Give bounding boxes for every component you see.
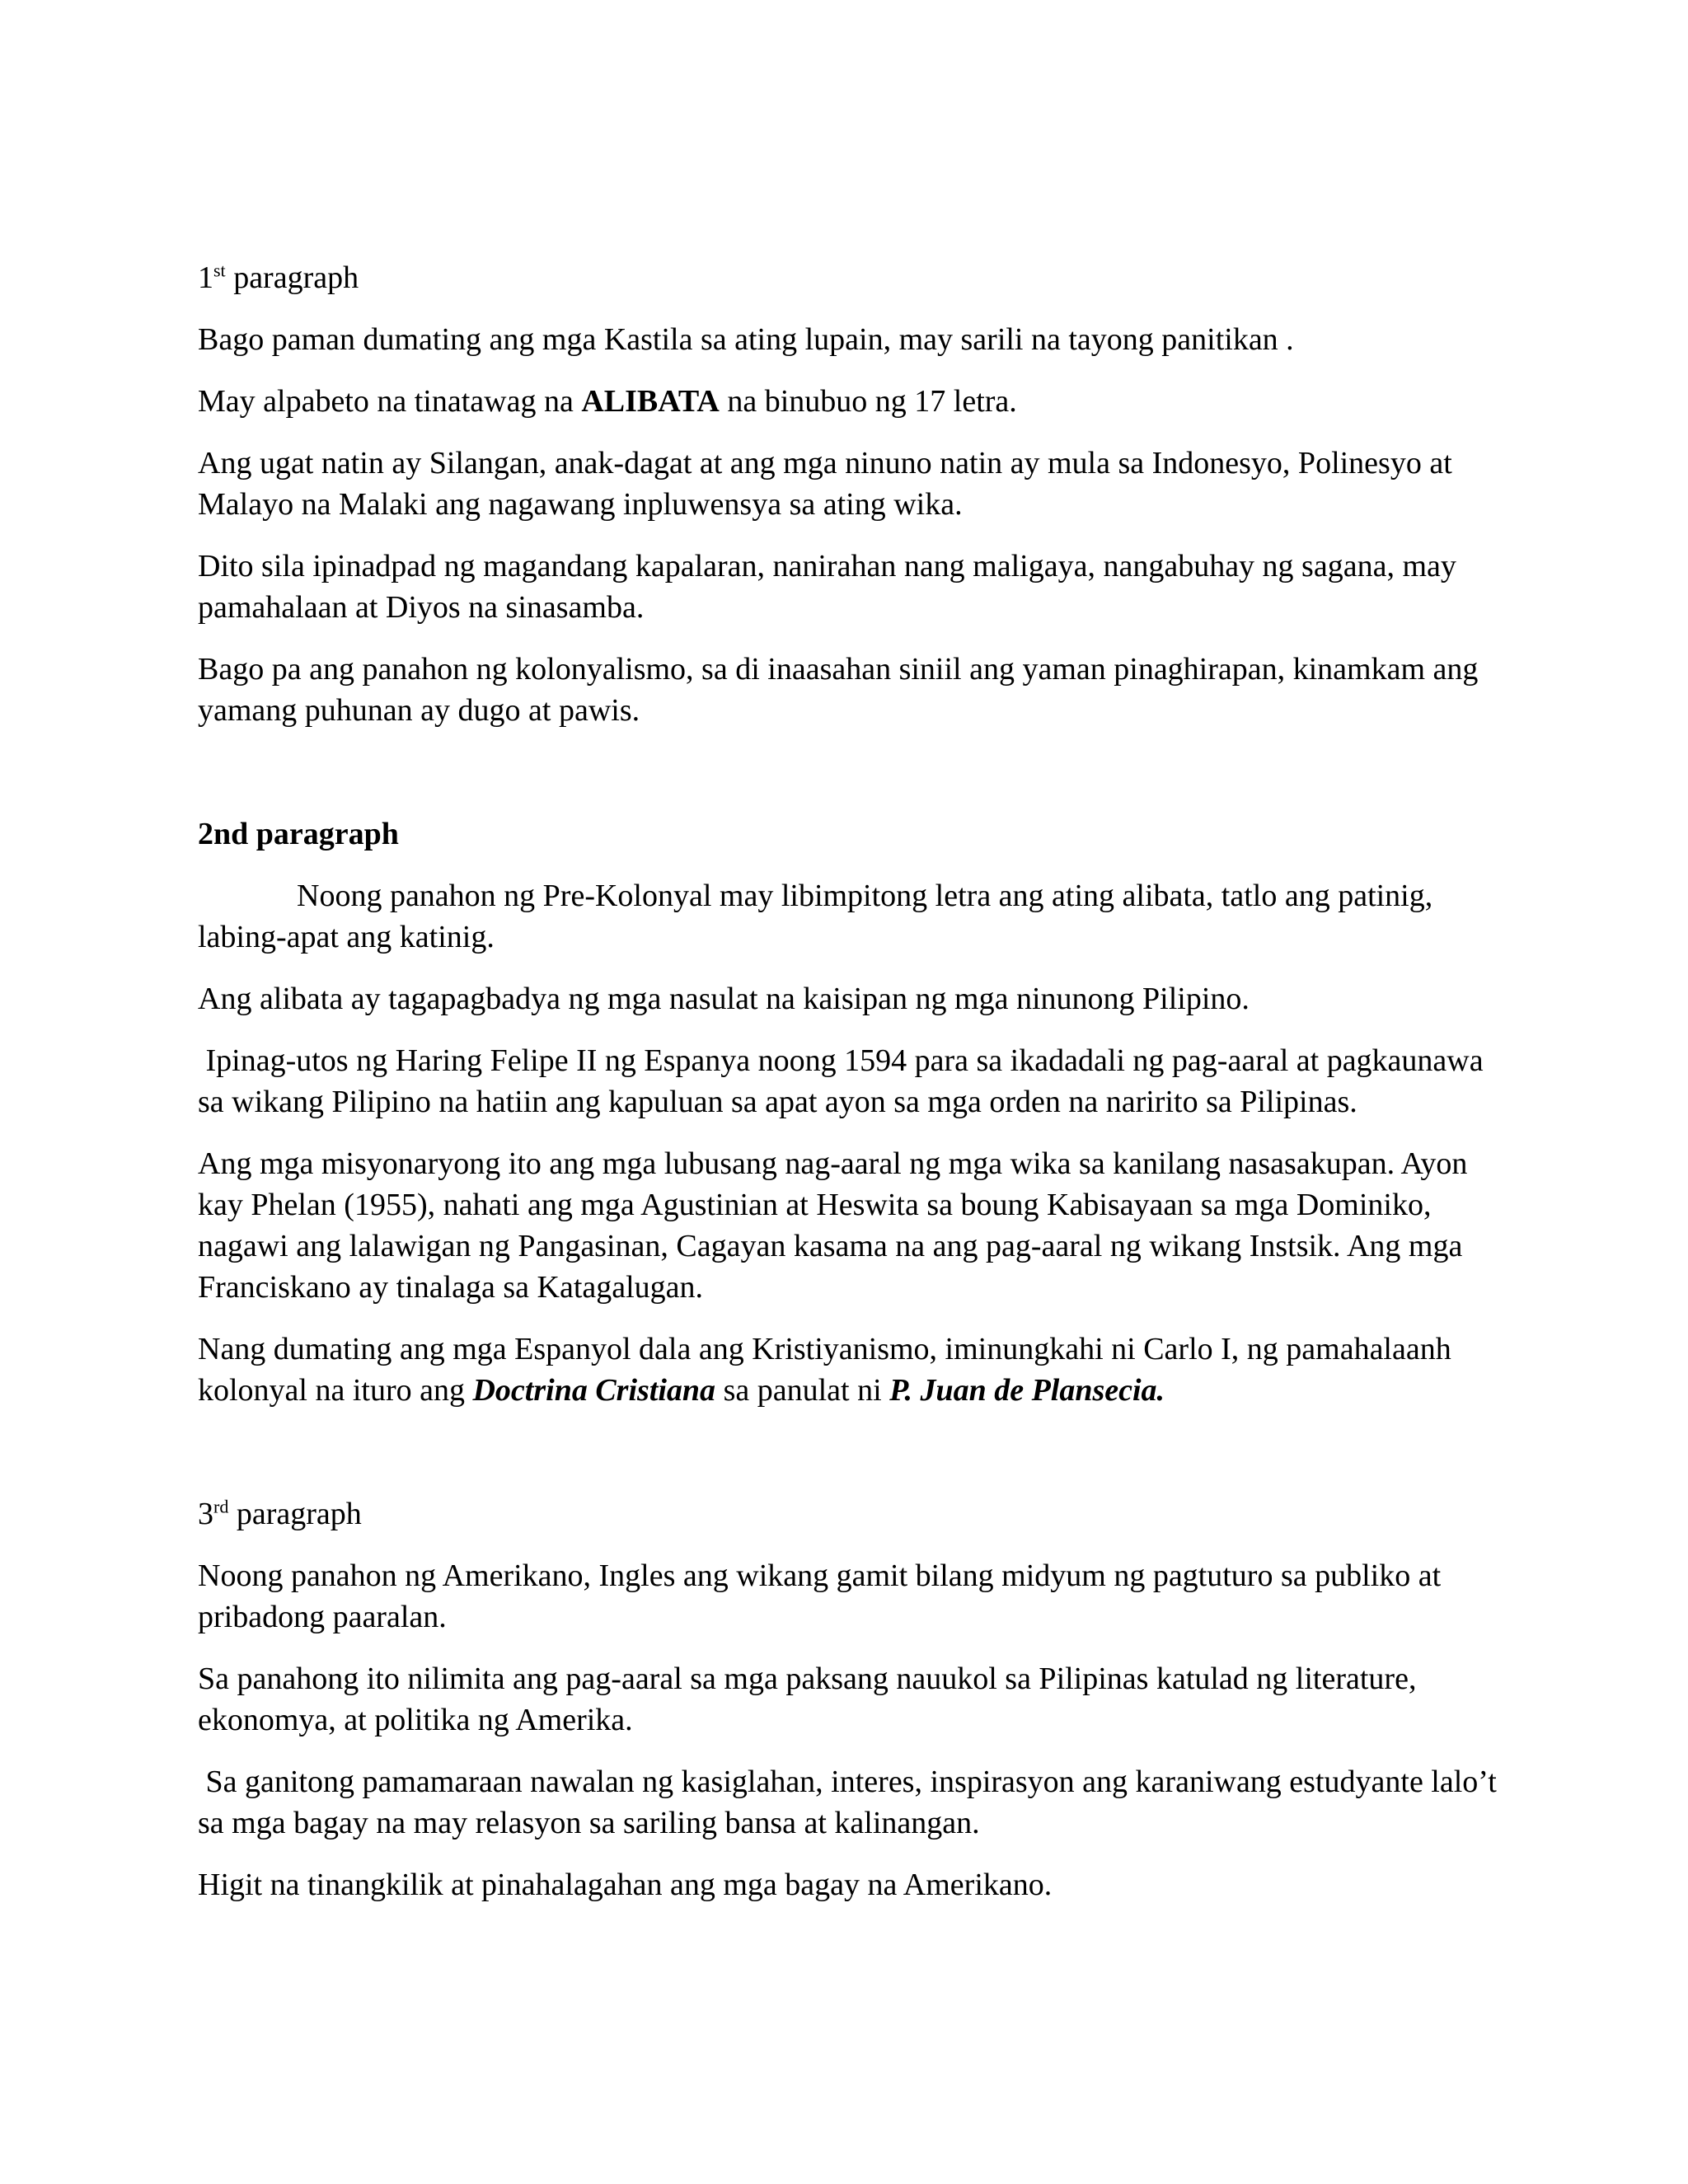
section-2-paragraph-5 [198,1329,1508,1411]
heading-number: 3 [198,1497,213,1531]
text-run: May alpabeto na tinatawag na [198,384,582,419]
section-2 [198,813,1508,1411]
section-2-paragraph-1: Noong panahon ng Pre-Kolonyal may libimpitong letra ang ating alibata, tatlo ang patinig, labing-apat ang katinig. [198,879,1433,954]
bold-italic-title: Doctrina Cristiana [472,1373,716,1408]
section-1-paragraph-2 [198,381,1508,422]
section-3-heading [198,1493,1508,1535]
bold-italic-author: P. Juan de Plansecia. [889,1373,1165,1408]
heading-text: paragraph [228,1497,362,1531]
section-1-paragraph-3: Ang ugat natin ay Silangan, anak-dagat at ang mga ninuno natin ay mula sa Indonesyo, Polinesyo at Malayo na Malaki ang nagawang inpluwensya sa ating wika. [198,446,1452,522]
section-spacer [198,752,1508,813]
section-2-paragraph-3: Ipinag-utos ng Haring Felipe II ng Espanya noong 1594 para sa ikadadali ng pag-aaral at pagkaunawa sa wikang Pilipino na hatiin ang kapuluan sa apat ayon sa mga orden na naririto sa Pilipinas. [198,1043,1492,1119]
section-2-paragraph-4: Ang mga misyonaryong ito ang mga lubusang nag-aaral ng mga wika sa kanilang nasasakupan. Ayon kay Phelan (1955), nahati ang mga Agustinian at Heswita sa boung Kabisayaan sa mga Dominiko, nagawi ang lalawigan ng Pangasinan, Cagayan kasama na ang pag-aaral ng wikang Instsik. Ang mga Franciskano ay tinalaga sa Katagalugan. [198,1146,1468,1305]
text-run: na binubuo ng 17 letra. [719,384,1017,419]
section-1 [198,257,1508,731]
section-spacer [198,1432,1508,1493]
section-3-paragraph-4: Higit na tinangkilik at pinahalagahan ang mga bagay na Amerikano. [198,1868,1053,1902]
text-run: sa panulat ni [715,1373,890,1408]
section-2-heading: 2nd paragraph [198,817,399,851]
document-page [198,257,1508,1926]
section-1-paragraph-5: Bago pa ang panahon ng kolonyalismo, sa di inaasahan siniil ang yaman pinaghirapan, kinamkam ang yamang puhunan ay dugo at pawis. [198,652,1479,728]
section-1-heading [198,257,1508,298]
heading-ordinal-suffix: rd [213,1496,229,1517]
section-1-paragraph-1: Bago paman dumating ang mga Kastila sa ating lupain, may sarili na tayong panitikan . [198,322,1294,357]
heading-text: paragraph [225,260,359,295]
section-3-paragraph-2: Sa panahong ito nilimita ang pag-aaral sa mga paksang nauukol sa Pilipinas katulad ng literature, ekonomya, at politika ng Amerika. [198,1661,1417,1737]
section-2-paragraph-2: Ang alibata ay tagapagbadya ng mga nasulat na kaisipan ng mga ninunong Pilipino. [198,982,1250,1016]
section-1-paragraph-4: Dito sila ipinadpad ng magandang kapalaran, nanirahan nang maligaya, nangabuhay ng sagana, may pamahalaan at Diyos na sinasamba. [198,549,1456,625]
heading-ordinal-suffix: st [213,260,226,281]
section-3 [198,1493,1508,1905]
section-3-paragraph-1: Noong panahon ng Amerikano, Ingles ang wikang gamit bilang midyum ng pagtuturo sa publiko at pribadong paaralan. [198,1558,1442,1634]
heading-number: 1 [198,260,213,295]
section-3-paragraph-3: Sa ganitong pamamaraan nawalan ng kasiglahan, interes, inspirasyon ang karaniwang estudyante lalo’t sa mga bagay na may relasyon sa sariling bansa at kalinangan. [198,1765,1505,1840]
text-run: Nang dumating ang mga Espanyol dala ang Kristiyanismo, iminungkahi ni Carlo I, ng pamahalaanh kolonyal na ituro ang [198,1332,1451,1408]
bold-term-alibata: ALIBATA [581,384,720,419]
